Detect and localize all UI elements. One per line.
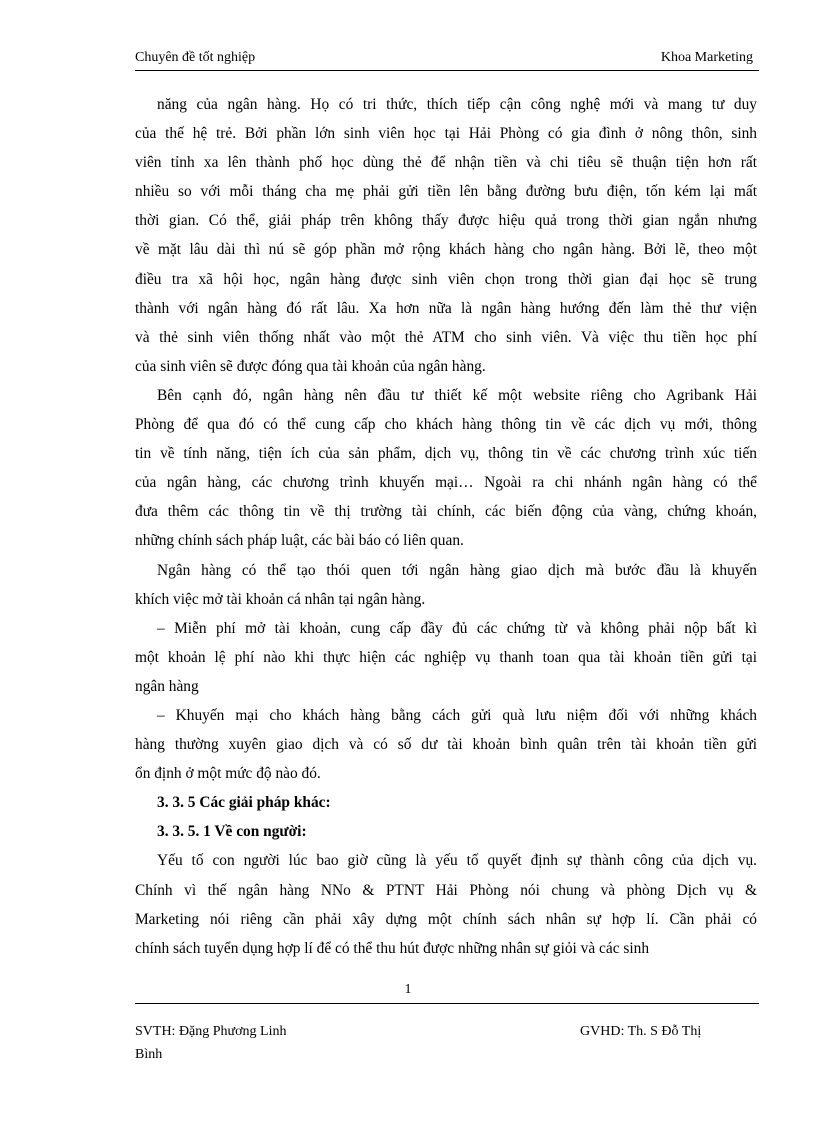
list-item-line: – Khuyến mại cho khách hàng bằng cách gửi quà lưu niệm đối với những khách — [157, 706, 757, 724]
header-department: Khoa Marketing — [660, 50, 753, 65]
text-line: hàng thường xuyên giao dịch và có số dư tài khoản bình quân trên tài khoản tiền gửi — [135, 736, 757, 754]
document-body — [135, 90, 757, 963]
text-line: của thế hệ trẻ. Bởi phần lớn sinh viên học tại Hải Phòng có gia đình ở nông thôn, sinh — [135, 125, 757, 143]
text-line: Phòng để qua đó có thể cung cấp cho khách hàng thông tin về các dịch vụ mới, thông — [135, 416, 757, 434]
page-header — [135, 48, 759, 71]
text-line: và thẻ sinh viên thống nhất vào một thẻ ATM cho sinh viên. Và việc thu tiền học phí — [135, 328, 757, 346]
text-line: đưa thêm các thông tin về thị trường tài chính, các biến động của vàng, chứng khoán, — [135, 503, 757, 521]
page-number: 1 — [404, 982, 412, 997]
text-line: một khoản lệ phí nào khi thực hiện các nghiệp vụ thanh toan qua tài khoản tiền gửi tại — [135, 648, 757, 666]
footer-advisor: GVHD: Th. S Đỗ Thị — [580, 1024, 702, 1039]
text-line: Bên cạnh đó, ngân hàng nên đầu tư thiết kế một website riêng cho Agribank Hải — [157, 386, 757, 404]
text-line: khích việc mở tài khoản cá nhân tại ngân hàng. — [135, 590, 426, 608]
subsection-heading: 3. 3. 5. 1 Về con người: — [157, 823, 307, 841]
section-heading: 3. 3. 5 Các giải pháp khác: — [157, 794, 331, 812]
text-line: thành với ngân hàng đó rất lâu. Xa hơn nữa là ngân hàng hướng đến làm thẻ thư viện — [135, 299, 757, 317]
text-line: Ngân hàng có thể tạo thói quen tới ngân hàng giao dịch mà bước đầu là khuyến — [157, 561, 757, 579]
text-line: ổn định ở một mức độ nào đó. — [135, 765, 321, 783]
text-line: Yếu tố con người lúc bao giờ cũng là yếu tố quyết định sự thành công của dịch vụ. — [157, 852, 757, 870]
text-line: điều tra xã hội học, ngân hàng được sinh viên chọn trong thời gian đại học sẽ trung — [135, 270, 757, 288]
footer-divider — [135, 1003, 759, 1004]
footer-student-line: Bình — [135, 1047, 163, 1062]
text-line: năng của ngân hàng. Họ có tri thức, thích tiếp cận công nghệ mới và mang tư duy — [157, 96, 757, 113]
text-line: viên tỉnh xa lên thành phố học dùng thẻ để nhận tiền và chi tiêu sẽ thuận tiện hơn rất — [135, 154, 757, 172]
text-line: về mặt lâu dài thì nú sẽ góp phần mở rộng khách hàng cho ngân hàng. Bởi lẽ, theo một — [135, 241, 757, 259]
text-line: tin về tính năng, tiện ích của sản phẩm, dịch vụ, thông tin về các chương trình xúc tiến — [135, 445, 757, 463]
text-line: chính sách tuyển dụng hợp lí để có thể thu hút được những nhân sự giỏi và các sinh — [135, 939, 650, 957]
text-line: của sinh viên sẽ được đóng qua tài khoản của ngân hàng. — [135, 357, 486, 375]
text-line: của ngân hàng, các chương trình khuyến mại… Ngoài ra chi nhánh ngân hàng có thể — [135, 474, 757, 492]
text-line: nhiều so với mỗi tháng cha mẹ phải gửi tiền lên bằng đường bưu điện, tốn kém lại mất — [135, 183, 757, 201]
footer-student — [135, 1020, 287, 1066]
text-line: thời gian. Có thể, giải pháp trên không thấy được hiệu quả trong thời gian ngắn nhưng — [135, 212, 757, 230]
text-line: những chính sách pháp luật, các bài báo có liên quan. — [135, 532, 464, 550]
footer-student-line: SVTH: Đặng Phương Linh — [135, 1024, 287, 1039]
text-line: ngân hàng — [135, 677, 199, 695]
header-title: Chuyên đề tốt nghiệp — [135, 50, 256, 65]
list-item-line: – Miễn phí mở tài khoản, cung cấp đầy đủ các chứng từ và không phải nộp bất kì — [157, 619, 757, 637]
text-line: Marketing nói riêng cần phải xây dựng một chính sách nhân sự hợp lí. Cần phải có — [135, 910, 757, 928]
text-line: Chính vì thế ngân hàng NNo & PTNT Hải Phòng nói chung và phòng Dịch vụ & — [135, 881, 757, 899]
